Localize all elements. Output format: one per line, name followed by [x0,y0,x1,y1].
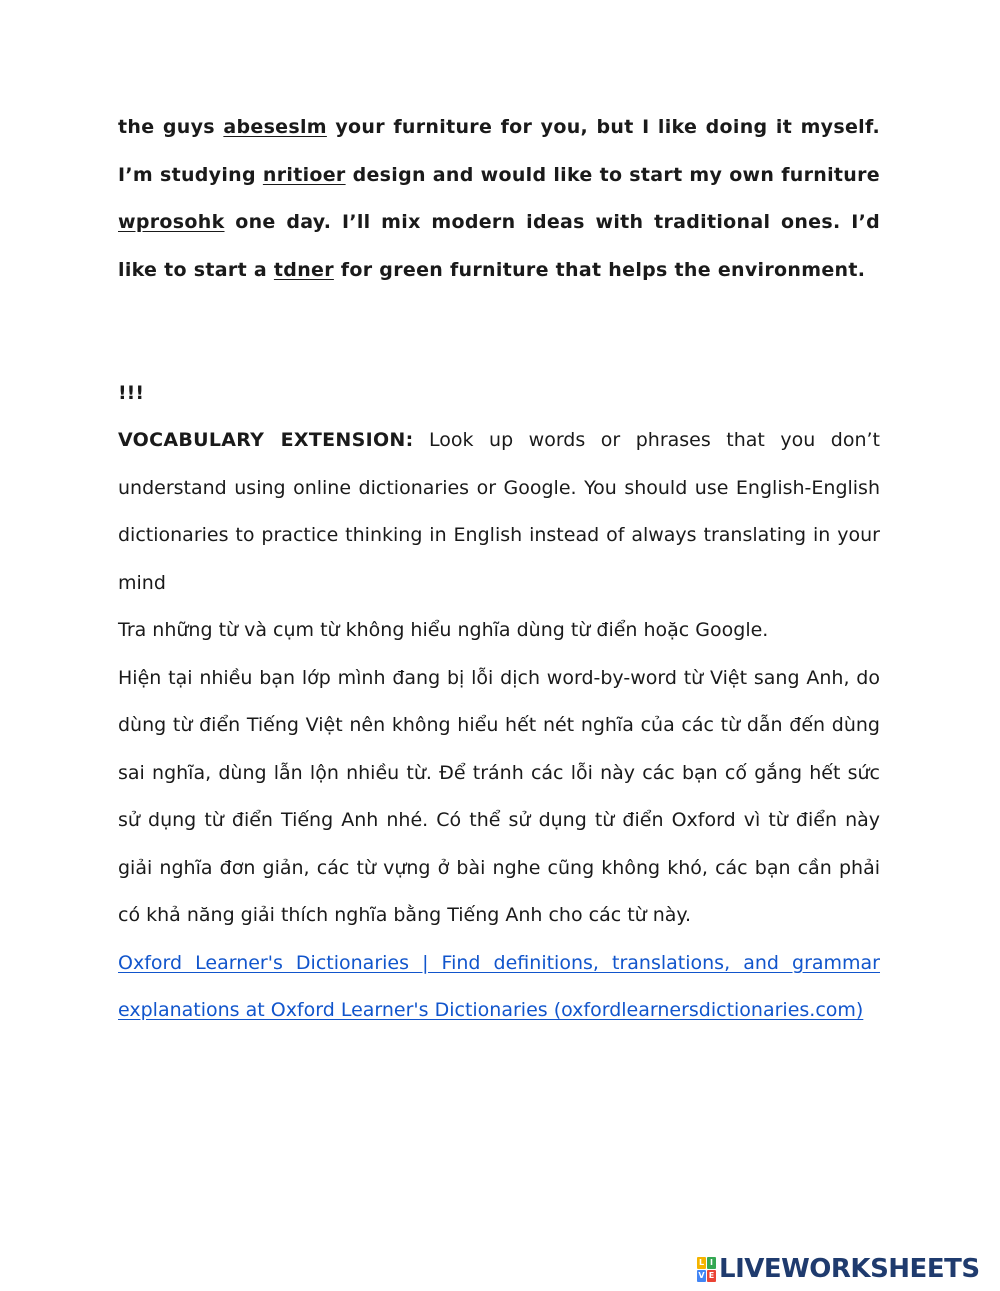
logo-badge-icon [697,1257,716,1282]
oxford-dictionary-link[interactable]: Oxford Learner's Dictionaries | Find definitions, translations, and grammar explanations at Oxford Learner's Dictionaries (oxfordlearnersdictionaries.com) [118,951,880,1021]
scrambled-words-paragraph [118,104,880,294]
logo-badge-letter: V [698,1270,705,1280]
logo-badge-letter: L [698,1257,705,1267]
exclamation-marks: !!! [118,382,144,404]
liveworksheets-logo [697,1254,993,1284]
text-segment: one day. I’ll mix modern ideas with traditional ones. I’d like to start a [118,211,880,281]
logo-wordmark: LIVEWORKSHEETS [719,1254,980,1284]
scrambled-word-3[interactable]: wprosohk [118,211,225,233]
text-segment: the guys [118,116,224,138]
scrambled-word-4[interactable]: tdner [273,258,334,281]
scrambled-word-2[interactable]: nritioer [262,163,346,186]
logo-badge-letter: I [707,1257,716,1269]
text-segment: your furniture for you, but I like doing it myself. I’m studying [118,116,880,186]
text-segment: design and would like to start my own furniture [345,163,880,186]
vocabulary-extension-paragraph [118,417,880,607]
worksheet-content [118,104,880,1035]
vietnamese-explanation-paragraph: Hiện tại nhiều bạn lớp mình đang bị lỗi dịch word-by-word từ Việt sang Anh, do dùng từ điển Tiếng Việt nên không hiểu hết nét nghĩa của các từ dẫn đến dùng sai nghĩa, dùng lẫn lộn nhiều từ. Để tránh các lỗi này các bạn cố gắng hết sức sử dụng từ điển Tiếng Anh nhé. Có thể sử dụng từ điển Oxford vì từ điển này giải nghĩa đơn giản, các từ vựng ở bài nghe cũng không khó, các bạn cần phải có khả năng giải thích nghĩa bằng Tiếng Anh cho các từ này. [118,666,880,926]
vietnamese-instruction-line: Tra những từ và cụm từ không hiểu nghĩa dùng từ điển hoặc Google. [118,619,769,641]
vocabulary-extension-heading: VOCABULARY EXTENSION: [118,429,414,451]
dictionary-link-paragraph [118,940,880,1035]
scrambled-word-1[interactable]: abeseslm [223,116,327,138]
logo-badge-letter: E [708,1270,715,1280]
vocabulary-extension-body: Look up words or phrases that you don’t understand using online dictionaries or Google. You should use English-English dictionaries to practice thinking in English instead of always translating in your mind [118,429,881,594]
text-segment: for green furniture that helps the environment. [333,258,866,281]
